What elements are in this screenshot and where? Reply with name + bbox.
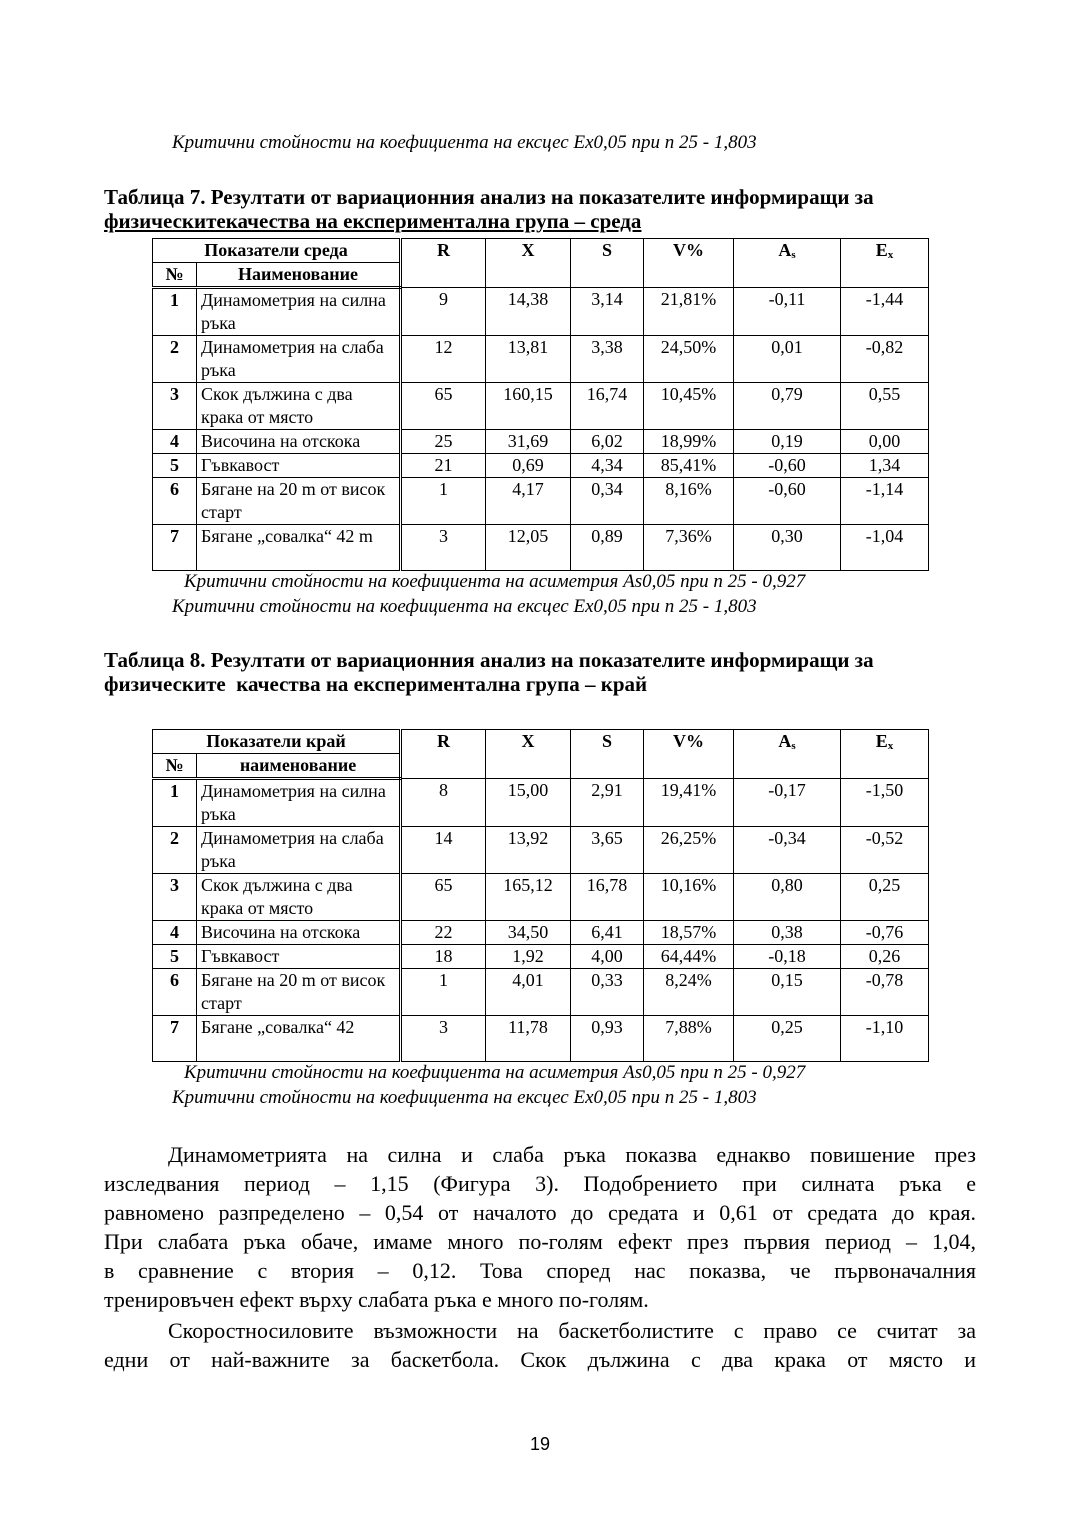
row-v: 10,45% xyxy=(644,383,734,430)
row-as: -0,34 xyxy=(734,827,841,874)
row-name: Скок дължина с два крака от място xyxy=(197,874,401,921)
row-ex: 0,55 xyxy=(841,383,929,430)
row-s: 6,02 xyxy=(571,430,644,454)
table7 xyxy=(152,238,929,571)
row-no: 7 xyxy=(153,1016,197,1062)
row-s: 3,38 xyxy=(571,336,644,383)
row-v: 7,36% xyxy=(644,525,734,571)
row-name: Височина на отскока xyxy=(197,921,401,945)
row-r: 1 xyxy=(401,969,486,1016)
row-no: 2 xyxy=(153,336,197,383)
row-r: 1 xyxy=(401,478,486,525)
row-s: 4,34 xyxy=(571,454,644,478)
row-no: 2 xyxy=(153,827,197,874)
top-critical-note: Критични стойности на коефициента на ексцес Ex0,05 при n 25 - 1,803 xyxy=(172,132,757,153)
row-name: Динамометрия на слаба ръка xyxy=(197,336,401,383)
row-ex: -1,50 xyxy=(841,779,929,827)
table8-note-excess: Критични стойности на коефициента на ексцес Ex0,05 при n 25 - 1,803 xyxy=(172,1087,757,1108)
row-s: 16,78 xyxy=(571,874,644,921)
table8-caption-line1: Таблица 8. Резултати от вариационния анализ на показателите информиращи за xyxy=(104,648,874,672)
row-name: Скок дължина с два крака от място xyxy=(197,383,401,430)
row-as: 0,15 xyxy=(734,969,841,1016)
row-s: 16,74 xyxy=(571,383,644,430)
row-v: 21,81% xyxy=(644,288,734,336)
row-name: Бягане на 20 m от висок старт xyxy=(197,969,401,1016)
table-row xyxy=(153,336,929,383)
row-r: 9 xyxy=(401,288,486,336)
row-as: 0,80 xyxy=(734,874,841,921)
row-name: Гъвкавост xyxy=(197,945,401,969)
row-v: 18,57% xyxy=(644,921,734,945)
ex-main: E xyxy=(875,240,888,260)
row-x: 160,15 xyxy=(486,383,571,430)
table7-caption xyxy=(104,185,976,233)
row-ex: 0,00 xyxy=(841,430,929,454)
row-r: 21 xyxy=(401,454,486,478)
row-v: 8,24% xyxy=(644,969,734,1016)
row-s: 0,34 xyxy=(571,478,644,525)
as-sub: s xyxy=(791,740,796,752)
table7-header-group: Показатели среда xyxy=(153,239,401,263)
table-row xyxy=(153,921,929,945)
table7-header-no: № xyxy=(153,263,197,288)
table7-note-asymmetry: Критични стойности на коефициента на асиметрия As0,05 при n 25 - 0,927 xyxy=(184,571,806,592)
table8-header-s: S xyxy=(571,730,644,779)
row-name: Бягане на 20 m от висок старт xyxy=(197,478,401,525)
row-as: -0,60 xyxy=(734,478,841,525)
row-no: 7 xyxy=(153,525,197,571)
row-no: 6 xyxy=(153,478,197,525)
row-ex: -0,76 xyxy=(841,921,929,945)
table-row xyxy=(153,827,929,874)
table-row xyxy=(153,1016,929,1062)
row-v: 64,44% xyxy=(644,945,734,969)
table8-note-asymmetry: Критични стойности на коефициента на асиметрия As0,05 при n 25 - 0,927 xyxy=(184,1062,806,1083)
table8-header-ex xyxy=(841,730,929,779)
row-r: 8 xyxy=(401,779,486,827)
row-as: 0,25 xyxy=(734,1016,841,1062)
row-s: 0,89 xyxy=(571,525,644,571)
table-row xyxy=(153,478,929,525)
row-name: Динамометрия на силна ръка xyxy=(197,288,401,336)
row-x: 14,38 xyxy=(486,288,571,336)
table-row xyxy=(153,945,929,969)
row-x: 15,00 xyxy=(486,779,571,827)
row-r: 65 xyxy=(401,874,486,921)
row-s: 0,33 xyxy=(571,969,644,1016)
row-v: 8,16% xyxy=(644,478,734,525)
row-x: 12,05 xyxy=(486,525,571,571)
row-as: 0,19 xyxy=(734,430,841,454)
row-r: 12 xyxy=(401,336,486,383)
para1-line: изследвания период – 1,15 (Фигура 3). Подобрението при силната ръка е xyxy=(104,1171,976,1196)
table8-header-v: V% xyxy=(644,730,734,779)
row-s: 0,93 xyxy=(571,1016,644,1062)
row-as: -0,11 xyxy=(734,288,841,336)
row-v: 19,41% xyxy=(644,779,734,827)
row-x: 13,81 xyxy=(486,336,571,383)
row-as: 0,38 xyxy=(734,921,841,945)
row-r: 18 xyxy=(401,945,486,969)
row-ex: 1,34 xyxy=(841,454,929,478)
row-as: 0,30 xyxy=(734,525,841,571)
table7-caption-line1: Таблица 7. Резултати от вариационния анализ на показателите информиращи за xyxy=(104,185,874,209)
row-no: 6 xyxy=(153,969,197,1016)
row-v: 18,99% xyxy=(644,430,734,454)
row-x: 11,78 xyxy=(486,1016,571,1062)
table7-header-s: S xyxy=(571,239,644,288)
ex-sub: x xyxy=(887,249,894,261)
row-name: Динамометрия на слаба ръка xyxy=(197,827,401,874)
body-paragraph-1 xyxy=(104,1140,976,1314)
table8-caption xyxy=(104,648,976,696)
row-v: 7,88% xyxy=(644,1016,734,1062)
table7-header-as xyxy=(734,239,841,288)
table7-header-name: Наименование xyxy=(197,263,401,288)
para1-line: При слабата ръка обаче, имаме много по-голям ефект през първия период – 1,04, xyxy=(104,1229,976,1254)
table7-header-x: X xyxy=(486,239,571,288)
table8-header-as xyxy=(734,730,841,779)
row-r: 14 xyxy=(401,827,486,874)
row-ex: -0,78 xyxy=(841,969,929,1016)
row-x: 1,92 xyxy=(486,945,571,969)
row-ex: -1,14 xyxy=(841,478,929,525)
row-s: 6,41 xyxy=(571,921,644,945)
para2-line: едни от най-важните за баскетбола. Скок дължина с два крака от място и xyxy=(104,1347,976,1372)
row-ex: -1,10 xyxy=(841,1016,929,1062)
row-s: 3,65 xyxy=(571,827,644,874)
row-ex: 0,26 xyxy=(841,945,929,969)
table7-header-r: R xyxy=(401,239,486,288)
table-row xyxy=(153,383,929,430)
row-v: 85,41% xyxy=(644,454,734,478)
row-r: 25 xyxy=(401,430,486,454)
row-v: 26,25% xyxy=(644,827,734,874)
row-no: 5 xyxy=(153,945,197,969)
table8-header-r: R xyxy=(401,730,486,779)
para2-line: Скоростносиловите възможности на баскетболистите с право се считат за xyxy=(168,1318,976,1343)
row-ex: 0,25 xyxy=(841,874,929,921)
row-ex: -0,52 xyxy=(841,827,929,874)
row-ex: -1,04 xyxy=(841,525,929,571)
row-name: Гъвкавост xyxy=(197,454,401,478)
row-v: 24,50% xyxy=(644,336,734,383)
row-no: 3 xyxy=(153,874,197,921)
table7-header-ex xyxy=(841,239,929,288)
row-name: Динамометрия на силна ръка xyxy=(197,779,401,827)
table8 xyxy=(152,729,929,1062)
row-no: 4 xyxy=(153,921,197,945)
row-x: 165,12 xyxy=(486,874,571,921)
row-as: 0,01 xyxy=(734,336,841,383)
as-main: A xyxy=(778,731,792,751)
row-r: 65 xyxy=(401,383,486,430)
ex-main: E xyxy=(875,731,888,751)
table8-header-group: Показатели край xyxy=(153,730,401,754)
row-no: 5 xyxy=(153,454,197,478)
row-r: 3 xyxy=(401,525,486,571)
para1-line: Динамометрията на силна и слаба ръка показва еднакво повишение през xyxy=(168,1142,976,1167)
row-ex: -0,82 xyxy=(841,336,929,383)
row-x: 4,01 xyxy=(486,969,571,1016)
table-row xyxy=(153,779,929,827)
row-no: 3 xyxy=(153,383,197,430)
row-name: Бягане „совалка“ 42 xyxy=(197,1016,401,1062)
row-s: 4,00 xyxy=(571,945,644,969)
row-name: Бягане „совалка“ 42 m xyxy=(197,525,401,571)
table-row xyxy=(153,454,929,478)
row-no: 4 xyxy=(153,430,197,454)
row-ex: -1,44 xyxy=(841,288,929,336)
table8-header-x: X xyxy=(486,730,571,779)
para1-line: равномено разпределено – 0,54 от началото до средата и 0,61 от средата до края. xyxy=(104,1200,976,1225)
page-number: 19 xyxy=(529,1434,551,1454)
as-sub: s xyxy=(791,249,796,261)
table-row xyxy=(153,969,929,1016)
table-row xyxy=(153,288,929,336)
row-x: 31,69 xyxy=(486,430,571,454)
table7-header-v: V% xyxy=(644,239,734,288)
row-as: -0,17 xyxy=(734,779,841,827)
row-name: Височина на отскока xyxy=(197,430,401,454)
body-paragraph-2 xyxy=(104,1316,976,1374)
table-row xyxy=(153,525,929,571)
row-x: 13,92 xyxy=(486,827,571,874)
row-v: 10,16% xyxy=(644,874,734,921)
as-main: A xyxy=(778,240,792,260)
row-x: 0,69 xyxy=(486,454,571,478)
ex-sub: x xyxy=(887,740,894,752)
table8-header-name: наименование xyxy=(197,754,401,779)
table8-header-no: № xyxy=(153,754,197,779)
table7-note-excess: Критични стойности на коефициента на ексцес Ex0,05 при n 25 - 1,803 xyxy=(172,596,757,617)
row-as: -0,18 xyxy=(734,945,841,969)
row-x: 34,50 xyxy=(486,921,571,945)
row-as: 0,79 xyxy=(734,383,841,430)
row-s: 2,91 xyxy=(571,779,644,827)
table7-caption-line2: физическитекачества на експериментална група – среда xyxy=(104,209,642,233)
row-no: 1 xyxy=(153,779,197,827)
para1-line: тренировъчен ефект върху слабата ръка е много по-голям. xyxy=(104,1287,649,1312)
row-x: 4,17 xyxy=(486,478,571,525)
row-r: 22 xyxy=(401,921,486,945)
row-r: 3 xyxy=(401,1016,486,1062)
table-row xyxy=(153,874,929,921)
table8-caption-line2: физическите качества на експериментална група – край xyxy=(104,672,648,696)
table-row xyxy=(153,430,929,454)
row-as: -0,60 xyxy=(734,454,841,478)
row-no: 1 xyxy=(153,288,197,336)
row-s: 3,14 xyxy=(571,288,644,336)
para1-line: в сравнение с втория – 0,12. Това според нас показва, че първоначалния xyxy=(104,1258,976,1283)
